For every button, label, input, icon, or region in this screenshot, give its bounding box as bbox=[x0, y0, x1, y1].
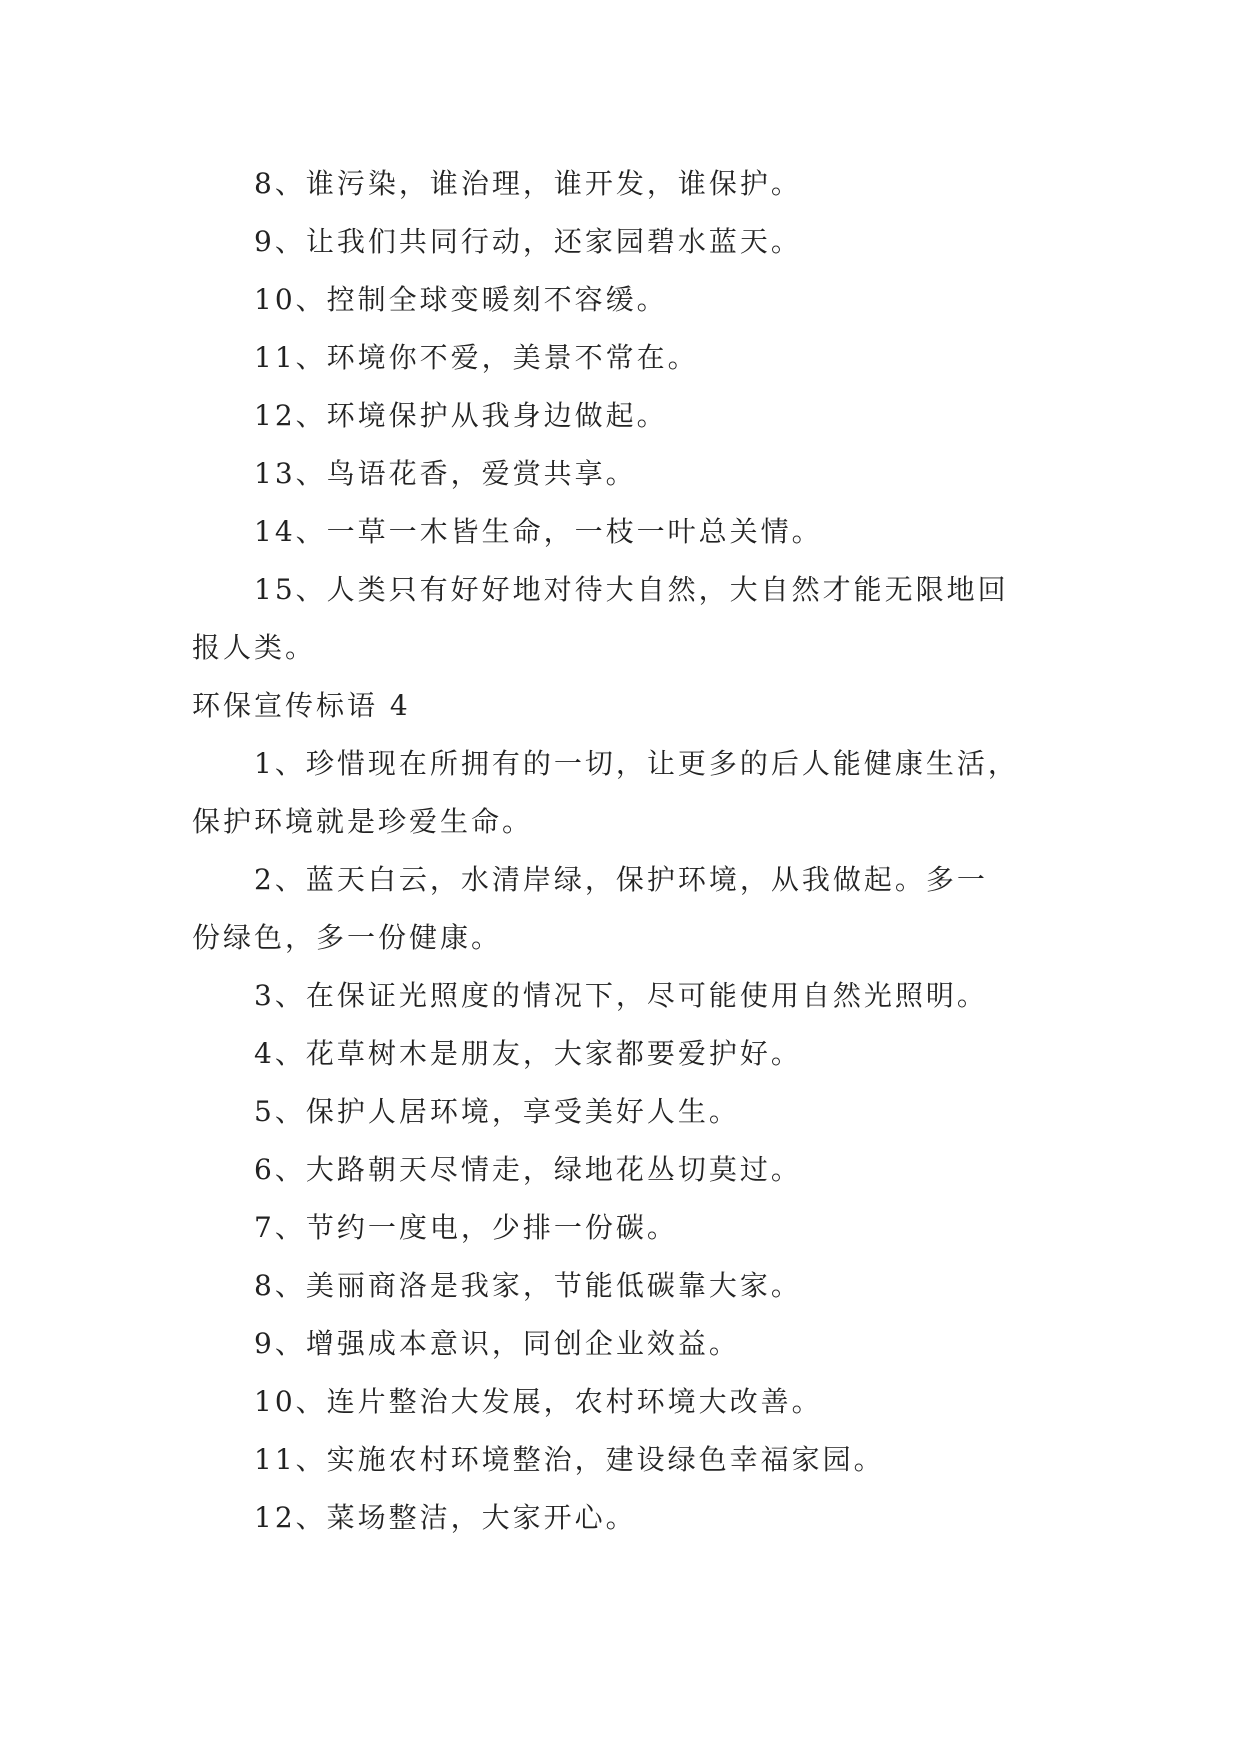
slogan-line: 6、大路朝天尽情走，绿地花丛切莫过。 bbox=[254, 1153, 802, 1186]
slogan-line: 9、让我们共同行动，还家园碧水蓝天。 bbox=[254, 225, 802, 258]
slogan-line: 3、在保证光照度的情况下，尽可能使用自然光照明。 bbox=[254, 979, 988, 1012]
slogan-line-continuation: 保护环境就是珍爱生命。 bbox=[192, 805, 534, 838]
document-body bbox=[192, 155, 1052, 1547]
slogan-line: 12、环境保护从我身边做起。 bbox=[254, 399, 668, 432]
slogan-line-continuation: 份绿色，多一份健康。 bbox=[192, 921, 503, 954]
slogan-line: 11、实施农村环境整治，建设绿色幸福家园。 bbox=[254, 1443, 885, 1476]
slogan-line: 10、连片整治大发展，农村环境大改善。 bbox=[254, 1385, 823, 1418]
slogan-line: 2、蓝天白云，水清岸绿，保护环境，从我做起。多一 bbox=[254, 863, 988, 896]
slogan-line: 5、保护人居环境，享受美好人生。 bbox=[254, 1095, 740, 1128]
slogan-line: 4、花草树木是朋友，大家都要爱护好。 bbox=[254, 1037, 802, 1070]
section-heading: 环保宣传标语 4 bbox=[192, 689, 411, 722]
slogan-line: 12、菜场整洁，大家开心。 bbox=[254, 1501, 637, 1534]
slogan-line: 14、一草一木皆生命，一枝一叶总关情。 bbox=[254, 515, 823, 548]
slogan-line: 9、增强成本意识，同创企业效益。 bbox=[254, 1327, 740, 1360]
slogan-line-continuation: 报人类。 bbox=[192, 631, 317, 664]
slogan-line: 10、控制全球变暖刻不容缓。 bbox=[254, 283, 668, 316]
slogan-line: 1、珍惜现在所拥有的一切，让更多的后人能健康生活， bbox=[254, 747, 1019, 780]
slogan-line: 8、谁污染，谁治理，谁开发，谁保护。 bbox=[254, 167, 802, 200]
slogan-line: 7、节约一度电，少排一份碳。 bbox=[254, 1211, 678, 1244]
slogan-line: 8、美丽商洛是我家，节能低碳靠大家。 bbox=[254, 1269, 802, 1302]
slogan-line: 11、环境你不爱，美景不常在。 bbox=[254, 341, 699, 374]
slogan-line: 15、人类只有好好地对待大自然，大自然才能无限地回 bbox=[254, 573, 1009, 606]
slogan-line: 13、鸟语花香，爱赏共享。 bbox=[254, 457, 637, 490]
